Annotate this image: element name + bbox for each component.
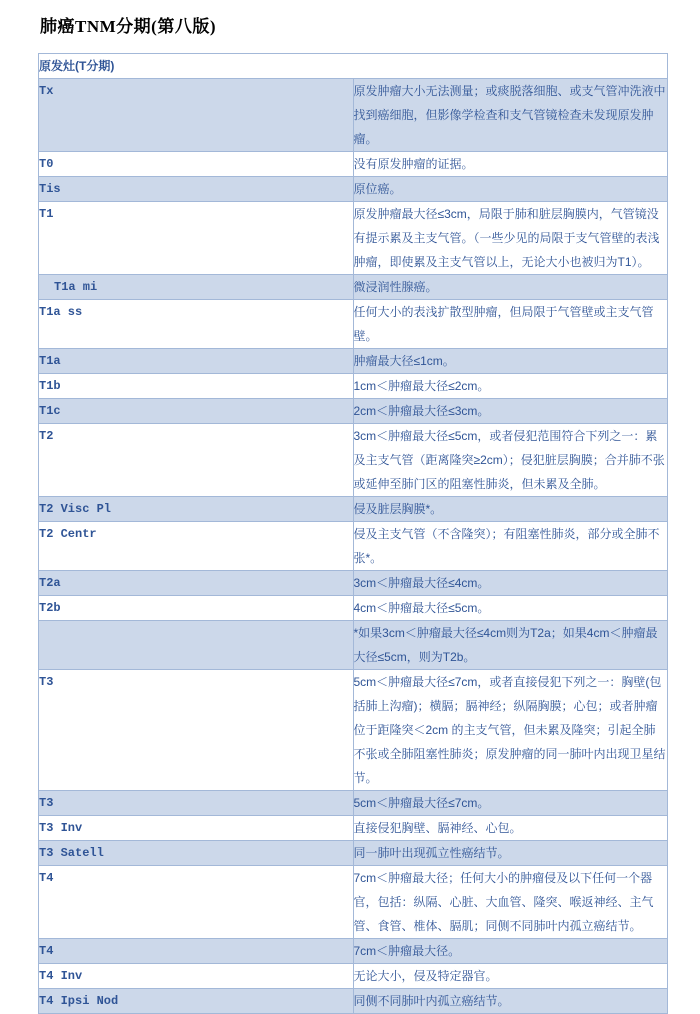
stage-label: T3 <box>39 670 354 791</box>
table-row <box>39 202 668 275</box>
stage-label: T2b <box>39 596 354 621</box>
stage-label: T2 <box>39 424 354 497</box>
stage-label: T1a <box>39 349 354 374</box>
stage-description: 没有原发肿瘤的证据。 <box>353 152 668 177</box>
stage-description: 5cm＜肿瘤最大径≤7cm。 <box>353 791 668 816</box>
table-section-header: 原发灶(T分期) <box>39 54 668 79</box>
stage-label: T0 <box>39 152 354 177</box>
stage-label: T2 Visc Pl <box>39 497 354 522</box>
stage-label: T2a <box>39 571 354 596</box>
stage-label: T3 <box>39 791 354 816</box>
tnm-staging-table <box>38 53 668 1014</box>
stage-label: T4 Ipsi Nod <box>39 989 354 1014</box>
table-row <box>39 571 668 596</box>
stage-description: *如果3cm＜肿瘤最大径≤4cm则为T2a；如果4cm＜肿瘤最大径≤5cm，则为T2b。 <box>353 621 668 670</box>
table-row <box>39 670 668 791</box>
stage-label: T1a ss <box>39 300 354 349</box>
stage-description: 直接侵犯胸壁、膈神经、心包。 <box>353 816 668 841</box>
table-row <box>39 374 668 399</box>
stage-description: 无论大小，侵及特定器官。 <box>353 964 668 989</box>
stage-description: 同一肺叶出现孤立性癌结节。 <box>353 841 668 866</box>
stage-label: T2 Centr <box>39 522 354 571</box>
page-title: 肺癌TNM分期(第八版) <box>40 17 216 36</box>
stage-description: 微浸润性腺癌。 <box>353 275 668 300</box>
table-row <box>39 300 668 349</box>
table-row <box>39 989 668 1014</box>
stage-description: 肿瘤最大径≤1cm。 <box>353 349 668 374</box>
table-header-row <box>39 54 668 79</box>
stage-description: 3cm＜肿瘤最大径≤4cm。 <box>353 571 668 596</box>
stage-description: 7cm＜肿瘤最大径；任何大小的肿瘤侵及以下任何一个器官，包括：纵隔、心脏、大血管、隆突、喉返神经、主气管、食管、椎体、膈肌；同侧不同肺叶内孤立癌结节。 <box>353 866 668 939</box>
stage-description: 原发肿瘤最大径≤3cm，局限于肺和脏层胸膜内，气管镜没有提示累及主支气管。（一些少见的局限于支气管壁的表浅肿瘤，即使累及主支气管以上，无论大小也被归为T1）。 <box>353 202 668 275</box>
table-row <box>39 841 668 866</box>
table-row <box>39 399 668 424</box>
stage-label: T4 Inv <box>39 964 354 989</box>
stage-label: T4 <box>39 939 354 964</box>
stage-label: T1c <box>39 399 354 424</box>
stage-description: 原位癌。 <box>353 177 668 202</box>
table-row <box>39 964 668 989</box>
stage-description: 7cm＜肿瘤最大径。 <box>353 939 668 964</box>
table-row <box>39 177 668 202</box>
stage-description: 原发肿瘤大小无法测量；或痰脱落细胞、或支气管冲洗液中找到癌细胞，但影像学检查和支气管镜检查未发现原发肿瘤。 <box>353 79 668 152</box>
stage-label: Tis <box>39 177 354 202</box>
table-row <box>39 596 668 621</box>
table-row <box>39 939 668 964</box>
table-row <box>39 349 668 374</box>
stage-description: 4cm＜肿瘤最大径≤5cm。 <box>353 596 668 621</box>
stage-label: T1 <box>39 202 354 275</box>
stage-description: 任何大小的表浅扩散型肿瘤，但局限于气管壁或主支气管壁。 <box>353 300 668 349</box>
stage-description: 侵及主支气管（不含隆突）；有阻塞性肺炎，部分或全肺不张*。 <box>353 522 668 571</box>
stage-label: T3 Inv <box>39 816 354 841</box>
table-row <box>39 621 668 670</box>
table-row <box>39 79 668 152</box>
stage-label: Tx <box>39 79 354 152</box>
stage-description: 1cm＜肿瘤最大径≤2cm。 <box>353 374 668 399</box>
table-row <box>39 275 668 300</box>
stage-label: T1b <box>39 374 354 399</box>
stage-label: T3 Satell <box>39 841 354 866</box>
table-row <box>39 791 668 816</box>
stage-description: 侵及脏层胸膜*。 <box>353 497 668 522</box>
table-body <box>39 79 668 1014</box>
table-row <box>39 816 668 841</box>
stage-label: T1a mi <box>39 275 354 300</box>
table-row <box>39 522 668 571</box>
table-row <box>39 497 668 522</box>
stage-description: 2cm＜肿瘤最大径≤3cm。 <box>353 399 668 424</box>
stage-label <box>39 621 354 670</box>
table-row <box>39 152 668 177</box>
stage-description: 5cm＜肿瘤最大径≤7cm，或者直接侵犯下列之一：胸壁(包括肺上沟瘤)；横膈；膈神经；纵隔胸膜；心包；或者肿瘤位于距隆突＜2cm 的主支气管，但未累及隆突；引起全肺不张或全肺阻塞性肺炎；原发肿瘤的同一肺叶内出现卫星结节。 <box>353 670 668 791</box>
stage-label: T4 <box>39 866 354 939</box>
stage-description: 同侧不同肺叶内孤立癌结节。 <box>353 989 668 1014</box>
table-row <box>39 424 668 497</box>
table-row <box>39 866 668 939</box>
stage-description: 3cm＜肿瘤最大径≤5cm，或者侵犯范围符合下列之一：累及主支气管（距离隆突≥2cm）；侵犯脏层胸膜；合并肺不张或延伸至肺门区的阻塞性肺炎，但未累及全肺。 <box>353 424 668 497</box>
